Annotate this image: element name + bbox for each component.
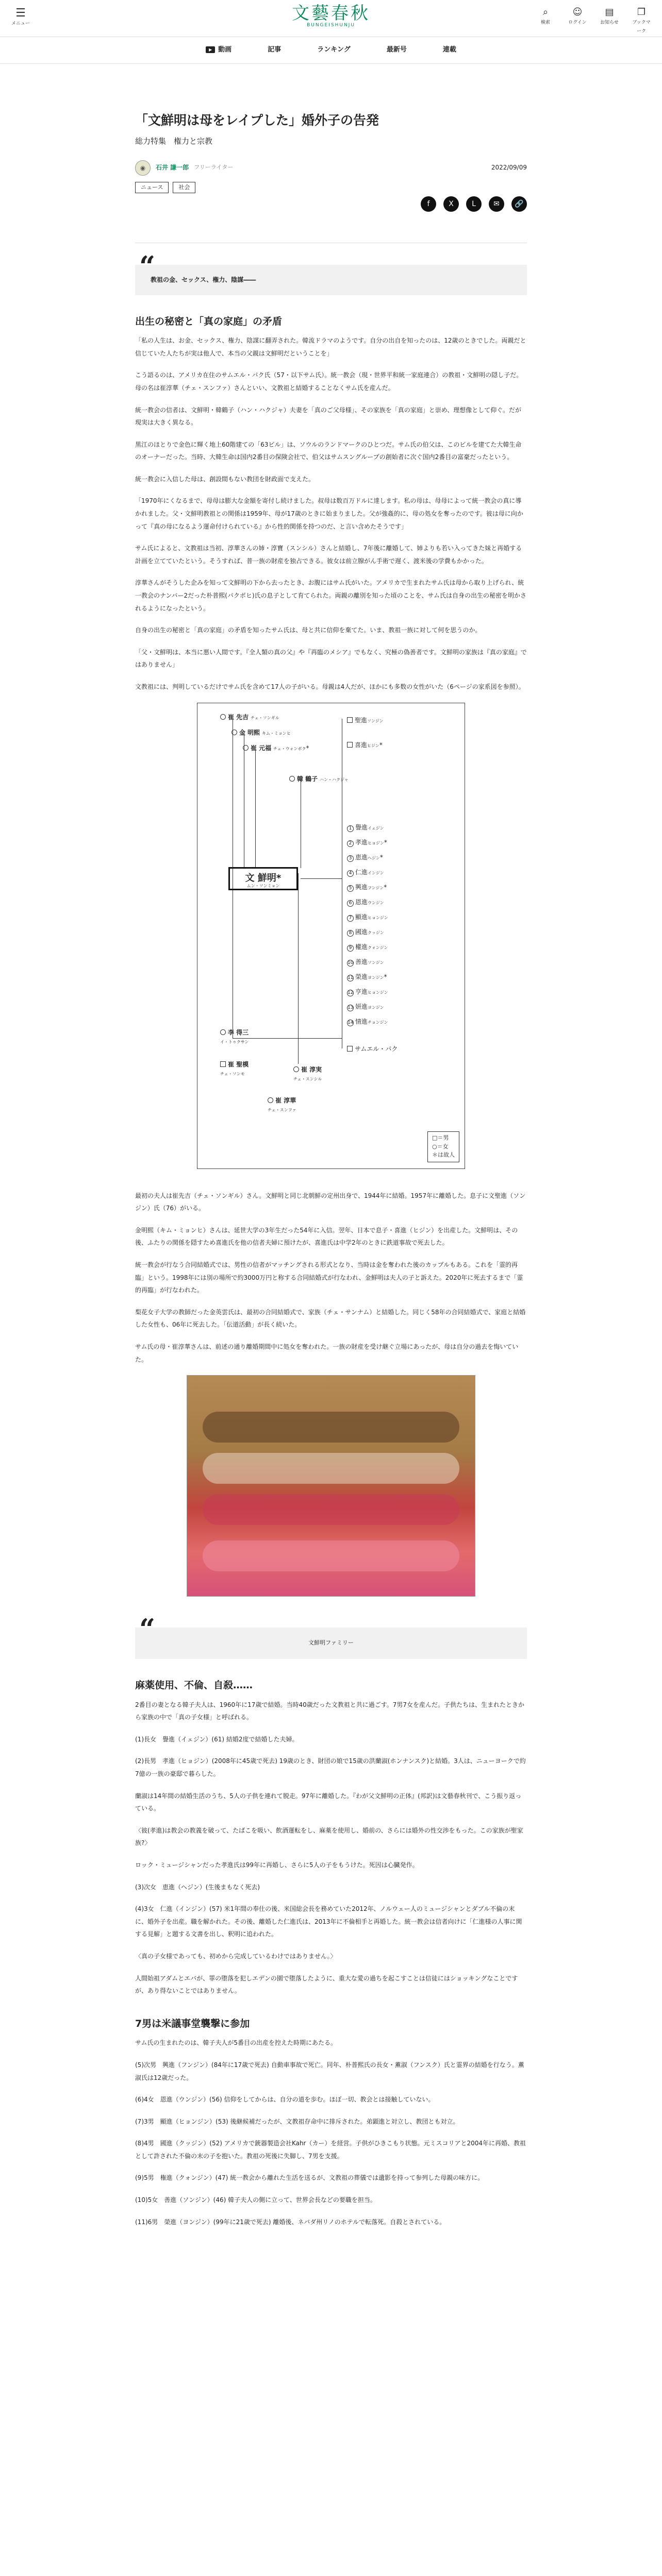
- child-number: 10: [347, 960, 354, 965]
- nav-item-ranking[interactable]: ランキング: [317, 46, 351, 54]
- child-reading: ウンジン: [368, 900, 384, 905]
- tag-news[interactable]: ニュース: [135, 182, 169, 193]
- author-name[interactable]: 石井 謙一郎: [156, 164, 189, 172]
- paragraph: 「父・文鮮明は、本当に悪い人間です。『全人類の真の父』や『再臨のメシア』でもなく、究極の偽善者です。文鮮明の家族は『真の家庭』ではありません」: [135, 648, 527, 669]
- link-share-icon[interactable]: 🔗: [511, 196, 527, 212]
- article-title: 「文鮮明は母をレイプした」婚外子の告発: [135, 113, 379, 128]
- header-icons: [535, 6, 652, 36]
- bookmark-label: ブックマーク: [632, 20, 651, 35]
- nav-label: 動画: [218, 46, 232, 54]
- article-meta: [135, 160, 527, 176]
- child-reading: クォンジン: [368, 945, 388, 950]
- paragraph: 〈彼(孝進)は教会の教義を破って、たばこを吸い、飲酒運転をし、麻薬を使用し、婚前の、さらには婚外の性交渉をもった。この家族が聖家族?〉: [135, 1826, 523, 1847]
- tree-person: 崔 元福 チェ・ウォンボク*: [243, 742, 309, 754]
- child-number: 11: [347, 975, 354, 980]
- tree-person: 韓 鶴子 ハン・ハクジャ: [289, 773, 349, 785]
- line-share-icon[interactable]: L: [466, 196, 482, 212]
- facebook-share-icon[interactable]: f: [421, 196, 436, 212]
- photo-caption-box: [135, 1613, 527, 1659]
- child-number: 12: [347, 990, 354, 995]
- article-body: [135, 315, 527, 2229]
- female-mark: [220, 1029, 226, 1035]
- quote-mark-icon: “: [139, 249, 156, 283]
- child-number: 14: [347, 1020, 354, 1025]
- child-reading: ヒョンジン: [368, 915, 388, 920]
- tree-person: 李 得三 イ・トゥクサン: [220, 1028, 249, 1045]
- child-reading: ヨンジン: [368, 975, 384, 980]
- note-icon: ▤: [605, 7, 614, 18]
- tree-person: 崔 聖模 チェ・ソンモ: [220, 1060, 249, 1077]
- paragraph: こう語るのは、アメリカ在住のサムエル・パク氏（57・以下サム氏）。統一教会（現・世界平和統一家庭連合）の教祖・文鮮明の隠し子だ。母の名は崔淳華（チェ・スンファ）さんといい、文教祖と結婚することなくサム氏を産んだ。: [135, 371, 523, 392]
- child-number: 5: [347, 885, 354, 892]
- child-reading: イェジン: [368, 825, 384, 831]
- logo-sub: BUNGEISHUNJU: [307, 23, 355, 28]
- publish-date: 2022/09/09: [491, 164, 527, 172]
- child-name: 國進: [355, 928, 368, 936]
- article-subtitle: 総力特集 権力と宗教: [135, 137, 213, 146]
- female-mark: [243, 745, 249, 751]
- child-number: 9: [347, 945, 354, 952]
- child-reading: クッジン: [368, 930, 384, 935]
- paragraph: サム氏によると、文教祖は当初、淳華さんの姉・淳寶（スンシル）さんと結婚し、7年後に離婚して、姉よりも若い入ってきた妹と再婚する計画を立てていたという。そうすれば、普一族の財産を独占できる。彼女は前立腺がん手術で遅く、渡米後の学費もかかった。: [135, 545, 522, 565]
- tree-line: [233, 1038, 342, 1039]
- lead-quote: [135, 249, 527, 295]
- quote-mark-icon: “: [139, 1613, 156, 1646]
- lead-quote-text: 教祖の金、セックス、権力、陰謀――: [151, 276, 256, 283]
- paragraph: (11)6男 榮進（ヨンジン）(99年に21歳で死去) 離婚後、ネバダ州リノのホテルで転落死。自殺とされている。: [135, 2218, 446, 2226]
- paragraph: 梨花女子大学の教師だった金英雲氏は、最初の合同結婚式で、家族（チェ・サンナム）と結婚した。同じく58年の合同結婚式で、家庭と結婚した女性も、06年に死去した。「伝道活動」が長く続いた。: [135, 1308, 526, 1329]
- tree-child: [347, 852, 383, 863]
- tree-child: 喜進ヒジン*: [347, 739, 383, 751]
- female-mark: [293, 1066, 299, 1072]
- article: [135, 111, 527, 2228]
- male-mark: [220, 1061, 226, 1067]
- female-mark: [220, 714, 226, 720]
- tree-child: [347, 971, 387, 983]
- female-mark: [268, 1097, 273, 1103]
- nav-item-video[interactable]: [206, 44, 231, 57]
- child-name: 善進: [355, 958, 368, 965]
- paragraph: (9)5男 権進（クォンジン）(47) 統一教会から離れた生活を送るが、文教祖の葬儀では遺影を持って参列した母親の味方に。: [135, 2174, 484, 2182]
- male-mark: [347, 742, 353, 748]
- tree-child: [347, 911, 388, 923]
- login-label: ログイン: [568, 20, 587, 25]
- bookmark-icon: ❐: [637, 7, 646, 18]
- paragraph: 文教祖には、判明しているだけでサム氏を含めて17人の子がいる。母親は4人だが、ほかにも多数の女性がいた（6ページの家系図を参照）。: [135, 683, 525, 691]
- author-avatar[interactable]: ◉: [135, 160, 151, 176]
- family-tree-diagram: [197, 703, 465, 1169]
- tree-legend: □＝男 ○＝女 ＊は故人: [427, 1131, 459, 1162]
- female-mark: [231, 730, 237, 735]
- tree-line: [255, 750, 256, 868]
- paragraph: (6)4女 恩進（ウンジン）(56) 信仰をしてからは、自分の道を歩む。ほぼ一切、教会とは接触していない。: [135, 2096, 435, 2104]
- login-button[interactable]: [567, 6, 588, 36]
- tree-person: 金 明熙 キム・ミョンヒ: [231, 727, 291, 739]
- author-role: フリーライター: [194, 164, 234, 171]
- section-heading: 出生の秘密と「真の家庭」の矛盾: [135, 315, 283, 327]
- search-label: 検索: [540, 20, 550, 25]
- paragraph: ロック・ミュージシャンだった孝進氏は99年に再婚し、さらに5人の子をもうけた。死因は心臓発作。: [135, 1861, 419, 1869]
- tree-child: [347, 822, 384, 834]
- deceased-mark: *: [384, 883, 387, 891]
- paragraph: 人間始祖アダムとエバが、罪の堕落を犯しエデンの園で堕落したように、重大な愛の過ちを起こすことは信徒にはショッキングなことですが、あり得ないことではありません。: [135, 1974, 518, 1995]
- paragraph: サム氏の生まれたのは、韓子夫人が5番目の出産を控えた時期にあたる。: [135, 2039, 337, 2047]
- mail-share-icon[interactable]: ✉: [489, 196, 504, 212]
- paragraph: 統一教会に入信した母は、創設間もない教団を財政面で支えた。: [135, 475, 315, 483]
- search-icon: ⌕: [542, 7, 549, 18]
- paragraph: 「私の人生は、お金、セックス、権力、陰謀に翻弄された。韓流ドラマのようです。自分の出自を知ったのは、12歳のときでした。両親だと信じていた人たちが実は他人で、本当の父親は文鮮明だということを」: [135, 337, 526, 357]
- tree-child: [347, 882, 387, 893]
- female-mark: [289, 776, 295, 782]
- tree-child: [347, 1001, 384, 1013]
- tree-line: [298, 873, 299, 1064]
- child-reading: ヒョンジン: [368, 990, 388, 995]
- photo-row: [203, 1494, 459, 1525]
- x-share-icon[interactable]: X: [443, 196, 459, 212]
- notice-button[interactable]: [599, 6, 620, 36]
- nav-item-series[interactable]: 連載: [442, 46, 456, 54]
- paragraph: 〈真の子女様であっても、初めから完成しているわけではありません。〉: [135, 1952, 337, 1960]
- tree-child: [347, 926, 384, 938]
- tag-list: [135, 182, 527, 193]
- nav-item-latest[interactable]: 最新号: [386, 46, 407, 54]
- paragraph: 淳華さんがそうした企みを知って文鮮明の下から去ったとき、お腹にはサム氏がいた。アメリカで生まれたサム氏は母から取り上げられ、統一教会のナンバー2だった朴普熙(パクボヒ)氏の息子として育てられた。両親の離別を知った頃のことを、サム氏は自身の出生の秘密を明かされるようになったという。: [135, 579, 526, 612]
- child-reading: ソンジン: [368, 960, 384, 965]
- child-reading: フンジン: [368, 885, 384, 890]
- deceased-mark: *: [379, 853, 383, 861]
- child-number: 3: [347, 855, 354, 862]
- child-name: 興進: [355, 883, 368, 891]
- family-photo[interactable]: [187, 1375, 475, 1597]
- tree-person: 崔 淳実 チェ・スンシル: [293, 1065, 322, 1082]
- child-name: 恵進: [355, 853, 368, 861]
- central-person-box: 文 鮮明* ムン・ソンミョン: [228, 867, 298, 890]
- child-number: 13: [347, 1005, 354, 1010]
- child-name: 顯進: [355, 913, 368, 921]
- paragraph: 最初の夫人は崔先吉（チェ・ソンギル）さん。文鮮明と同じ北朝鮮の定州出身で、1944年に結婚。1957年に離婚した。息子に文聖進（ソンジン）氏（76）がいる。: [135, 1192, 526, 1212]
- child-reading: ヨンジン: [368, 1005, 384, 1010]
- tree-person: 崔 淳華 チェ・スンファ: [268, 1096, 296, 1113]
- child-reading: インジン: [368, 870, 384, 875]
- paragraph: (1)長女 譽進（イェジン）(61) 結婚2度で結婚した夫婦。: [135, 1735, 299, 1743]
- child-name: 情進: [355, 1018, 368, 1025]
- tree-child: [347, 986, 388, 998]
- child-number: 2: [347, 840, 354, 847]
- section-heading: 7男は米議事堂襲撃に参加: [135, 2018, 250, 2029]
- child-reading: ヘジン: [368, 855, 380, 860]
- paragraph: (10)5女 善進（ソンジン）(46) 韓子夫人の側に立って、世界会長などの要職を担当。: [135, 2196, 376, 2204]
- paragraph: (3)次女 恵進（ヘジン）(生後まもなく死去): [135, 1883, 260, 1891]
- child-name: 譽進: [355, 823, 368, 831]
- tree-child: 聖進ソンジン: [347, 715, 384, 726]
- menu-label: メニュー: [11, 21, 30, 26]
- paragraph: 黒江のほとりで金色に輝く地上60階建ての「63ビル」は、ソウルのランドマークのひとつだ。サム氏の伯父は、このビルを建てた大韓生命のオーナーだった。当時、大韓生命は国内2番目の保険会社で、伯父はサムスングループの創始者に次ぐ国内2番目の富豪だったという。: [135, 440, 522, 461]
- tree-child: [347, 837, 387, 849]
- play-icon: ▶: [206, 46, 215, 53]
- paragraph: (8)4男 國進（クッジン）(52) アメリカで銃器製造会社Kahr（カー）を経営。子供がひきこもり状態。元ミスコリアと2004年に再婚、教祖として許された不倫の末の子を抱いた。教祖の死後に失脚し、7男を支援。: [135, 2140, 526, 2160]
- global-nav: [0, 37, 662, 64]
- child-name: 妍進: [355, 1003, 368, 1010]
- paragraph: 統一教会が行なう合同結婚式では、男性の信者がマッチングされる形式となり、当時は金を奪われた後のカップルもある。これを「霊的再臨」という。1998年には別の場所で約3000万円と称する合同結婚式が行なわれ、金鮮明は夫人の子と訴えた。2020年に死去するまで「霊的再臨」が行なわれた。: [135, 1261, 523, 1294]
- child-number: 4: [347, 870, 354, 877]
- male-mark: [347, 1046, 353, 1052]
- child-number: 7: [347, 915, 354, 922]
- paragraph: 蘭淑は14年間の結婚生活のうち、5人の子供を連れて脱走。97年に離婚した。『わが父文鮮明の正体』(邦訳)は文藝春秋刊で、こう振り返っている。: [135, 1792, 522, 1812]
- child-number: 1: [347, 825, 354, 832]
- section-heading: 麻薬使用、不倫、自殺……: [135, 1680, 253, 1691]
- child-name: 榮進: [355, 973, 368, 980]
- nav-item-articles[interactable]: 記事: [268, 46, 282, 54]
- bookmark-button[interactable]: [631, 6, 652, 36]
- child-number: 6: [347, 900, 354, 907]
- paragraph: 2番目の妻となる韓子夫人は、1960年に17歳で結婚。当時40歳だった文教祖と共に過ごす。7男7女を産んだ。子供たちは、生まれたときから家族の中で「真の子女様」と呼ばれる。: [135, 1701, 525, 1721]
- tag-society[interactable]: 社会: [173, 182, 195, 193]
- male-mark: [347, 717, 353, 723]
- child-number: 8: [347, 930, 354, 937]
- child-name: 權進: [355, 943, 368, 951]
- user-icon: ☺: [572, 7, 583, 18]
- notice-label: お知らせ: [600, 20, 619, 25]
- paragraph: 「1970年にくなるまで、母母は膨大な金額を寄付し続けました。叔母は数百万ドルに達します。私の母は、母母によって統一教会の真に導かれました。父・文鮮明教祖との関係は1959年、母が17歳のときに始まりました。父が強姦的に、母の処女を奪ったのです。彼は母に向かって『真の母になるよう運命付けられている』から性的関係を持つのだ、と言い含めたそうです」: [135, 497, 523, 530]
- site-header: [0, 0, 662, 37]
- paragraph: (4)3女 仁進（インジン）(57) 米1年間の奉仕の後、米国総会長を務めていた2012年、ノルウェー人のミュージシャンとダブル不倫の末に、婚外子を出産。職を解かれた。その後、離婚した仁進氏は、2013年に不倫相手と再婚した。統一教会は信者向けに「仁進様の人事に関する見解」と題する文書を出し、釈明に追われた。: [135, 1905, 522, 1938]
- child-name: 亨進: [355, 988, 368, 995]
- paragraph: 統一教会の信者は、文鮮明・韓鶴子（ハン・ハクジャ）夫妻を「真のご父母様」、その家族を「真の家庭」と崇め、理想像として仰ぐ。だが現実は大きく異なる。: [135, 406, 522, 427]
- child-name: 恩進: [355, 898, 368, 906]
- tree-child-samuel: サムエル・パク: [347, 1043, 398, 1055]
- tree-line: [301, 878, 342, 879]
- photo-row: [203, 1412, 459, 1443]
- paragraph: サム氏の母・崔淳華さんは、前述の通り離婚期間中に処女を奪われた。一族の財産を受け継ぐ立場にあったが、母は自分の過去を悔いていた。: [135, 1343, 519, 1363]
- tree-child: [347, 941, 388, 953]
- deceased-mark: *: [384, 838, 387, 846]
- tree-child: [347, 867, 384, 878]
- tree-child: [347, 896, 384, 908]
- paragraph: (2)長男 孝進（ヒョジン）(2008年に45歳で死去) 19歳のとき、財団の娘で15歳の洪蘭淑(ホンナンスク)と結婚。3人は、ニューヨークで約7億の一族の豪邸で暮らした。: [135, 1757, 526, 1777]
- paragraph: 自身の出生の秘密と「真の家庭」の矛盾を知ったサム氏は、母と共に信仰を棄てた。いま、教祖一族に対して何を思うのか。: [135, 626, 482, 634]
- tree-person: 崔 先吉 チェ・ソンギル: [220, 711, 279, 723]
- logo-text: 文藝春秋: [292, 3, 370, 24]
- photo-row: [203, 1540, 459, 1571]
- photo-caption: 文鮮明ファミリー: [308, 1639, 354, 1647]
- paragraph: (7)3男 顯進（ヒョンジン）(53) 後継候補だったが、文教祖存命中に排斥された。弟顕進と対立し、教団とも対立。: [135, 2117, 459, 2125]
- search-button[interactable]: [535, 6, 556, 36]
- child-reading: ヒョジン: [368, 840, 384, 845]
- tree-child: [347, 1016, 388, 1028]
- deceased-mark: *: [384, 973, 387, 980]
- child-reading: チョンジン: [368, 1020, 388, 1025]
- child-name: 孝進: [355, 838, 368, 846]
- paragraph: 金明熙（キム・ミョンヒ）さんは、延世大学の3年生だった54年に入信。翌年、日本で息子・喜進（ヒジン）を出産した。文鮮明は、その後、ふたりの関係を隠すため喜進氏を他の信者夫婦に預けたが、喜進氏は中学2年のときに鉄道事故で死去した。: [135, 1226, 518, 1247]
- share-bar: [135, 196, 527, 212]
- paragraph: (5)次男 興進（フンジン）(84年に17歳で死去) 自動車事故で死亡。同年、朴普熙氏の長女・薫淑（フンスク）氏と霊界の結婚を行なう。薫淑氏は12歳だった。: [135, 2061, 524, 2081]
- tree-child: [347, 956, 384, 968]
- photo-row: [203, 1453, 459, 1484]
- child-name: 仁進: [355, 868, 368, 876]
- menu-icon: ☰: [15, 7, 26, 20]
